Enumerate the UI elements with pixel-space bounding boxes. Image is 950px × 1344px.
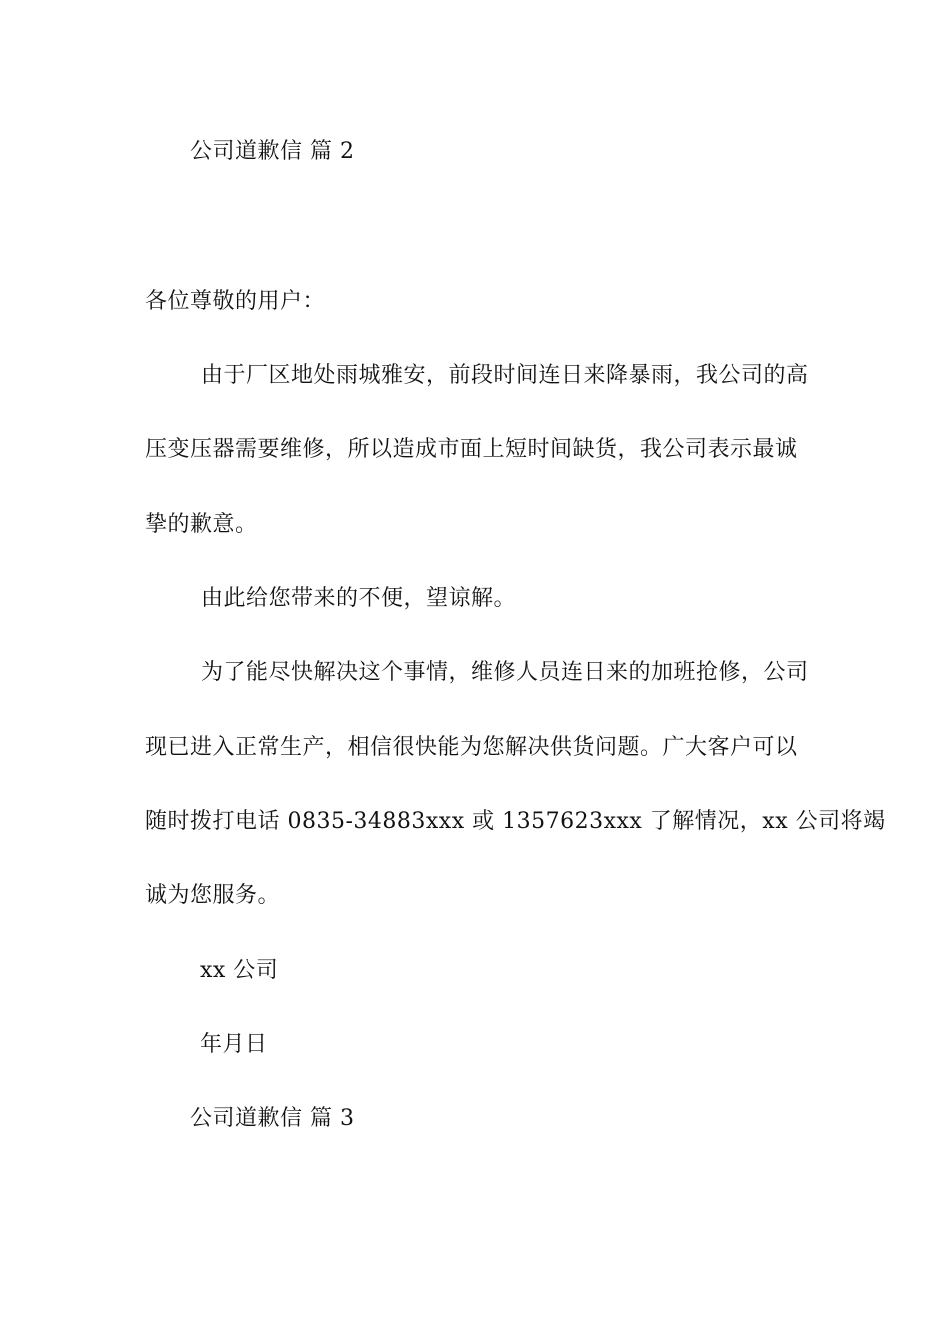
paragraph-3-line-1: 为了能尽快解决这个事情，维修人员连日来的加班抢修，公司 — [201, 660, 809, 685]
salutation: 各位尊敬的用户： — [145, 289, 326, 314]
paragraph-1-line-1: 由于厂区地处雨城雅安，前段时间连日来降暴雨，我公司的高 — [201, 363, 809, 388]
paragraph-3-line-2: 现已进入正常生产，相信很快能为您解决供货问题。广大客户可以 — [145, 735, 798, 760]
paragraph-3-line-3: 随时拨打电话 0835-34883xxx 或 1357623xxx 了解情况，xx 公司将竭 — [145, 809, 886, 834]
paragraph-1-line-2: 压变压器需要维修，所以造成市面上短时间缺货，我公司表示最诚 — [145, 437, 798, 462]
signature-date: 年月日 — [200, 1032, 268, 1057]
section-heading-2: 公司道歉信 篇 2 — [190, 139, 355, 164]
paragraph-3-line-4: 诚为您服务。 — [145, 883, 281, 908]
section-heading-3: 公司道歉信 篇 3 — [190, 1106, 355, 1131]
paragraph-2-line-1: 由此给您带来的不便，望谅解。 — [201, 586, 517, 611]
signature-company: xx 公司 — [200, 958, 279, 983]
paragraph-1-line-3: 挚的歉意。 — [145, 512, 258, 537]
